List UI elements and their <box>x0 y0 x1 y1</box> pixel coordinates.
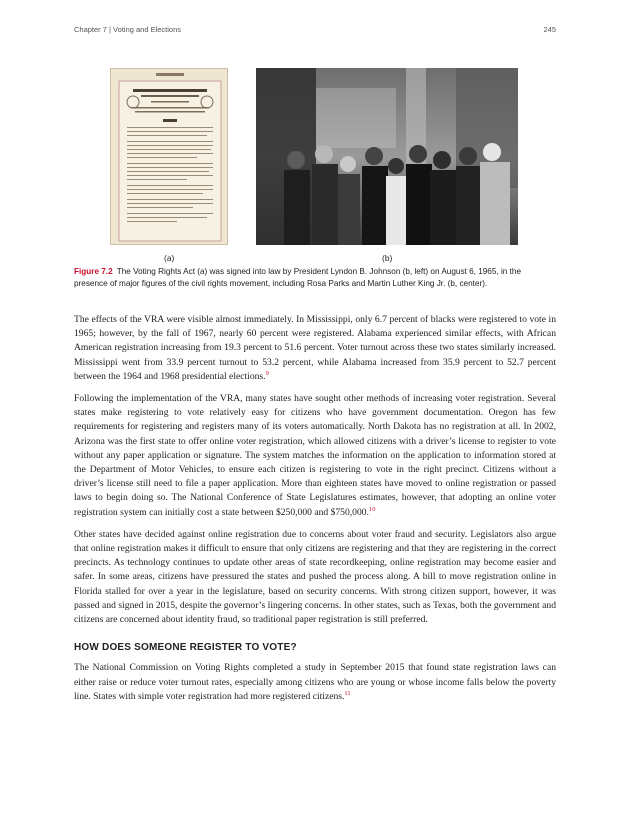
figure-caption-text: The Voting Rights Act (a) was signed into law by President Lyndon B. Johnson (b, left) on August 6, 1965, in the presence of major figures of the civil rights movement, including Rosa Parks and Martin Luther King Jr. (b, center). <box>74 267 521 288</box>
footnote-marker-10[interactable]: 10 <box>368 505 376 513</box>
signing-ceremony-photo <box>256 68 518 245</box>
footnote-marker-11[interactable]: 11 <box>344 689 351 697</box>
section-heading: HOW DOES SOMEONE REGISTER TO VOTE? <box>74 642 297 654</box>
page-number: 245 <box>543 25 556 34</box>
paragraph-text: Other states have decided against online registration due to concerns about voter fraud and security. Legislators also argue that online registration makes it difficult to ensure that only citizens are registering and that they are registering in the correct precincts. As technology continues to update other areas of state recordkeeping, online registration may become easier and safer. In some areas, citizens have pressured the states and pushed the process along. A bill to move registration online in Florida stalled for over a year in the legislature, based on security concerns. With strong citizen support, however, it was passed and signed in 2015, despite the governor’s lingering concerns. In other states, such as Texas, both the government and citizens are concerned about identity fraud, so traditional paper registration is still preferred. <box>74 528 556 626</box>
signing-ceremony-illustration <box>256 68 518 245</box>
figure-number: Figure 7.2 <box>74 267 113 276</box>
paragraph-2 <box>74 392 556 520</box>
paragraph-text: Following the implementation of the VRA, many states have sought other methods of increasing voter registration. Several states make registering to vote relatively easy for citizens who have government documentation. Oregon has few requirements for registering and registers many of its voters automatically. North Dakota has no registration at all. In 2002, Arizona was the first state to offer online voter registration, which allowed citizens with a driver’s license to register to vote without any paper application or signature. The system matches the information on the application to information stored at the Department of Motor Vehicles, to ensure each citizen is registering to vote in the right precinct. Citizens without a driver’s license still need to file a paper application. More than eighteen states have moved to online registration or passed laws to begin doing so. The National Conference of State Legislatures estimates, however, that adopting an online voter registration system can initially cost a state between $250,000 and $750,000. <box>74 393 556 518</box>
paragraph-3 <box>74 528 556 627</box>
running-header <box>74 25 556 34</box>
footnote-marker-9[interactable]: 9 <box>265 369 269 377</box>
figure-label-a: (a) <box>164 253 175 263</box>
figure-label-b: (b) <box>382 253 393 263</box>
figure-caption <box>74 266 538 289</box>
paragraph-text: The National Commission on Voting Rights completed a study in September 2015 that found state registration laws can either raise or reduce voter turnout rates, especially among citizens who are young or whose income falls below the poverty line. States with simple voter registration had more registered citizens. <box>74 662 556 702</box>
document-illustration <box>111 69 228 245</box>
body-text <box>74 313 556 712</box>
chapter-title: Chapter 7 | Voting and Elections <box>74 25 182 34</box>
paragraph-text: The effects of the VRA were visible almost immediately. In Mississippi, only 6.7 percent of blacks were registered to vote in 1965; however, by the fall of 1967, nearly 60 percent were registered. Alabama experienced similar effects, with African American registration increasing from 19.3 percent to 51.6 percent. Voter turnout across these two states similarly increased. Mississippi went from 33.9 percent turnout to 53.2 percent, while Alabama increased from 35.9 percent to 52.7 percent between the 1964 and 1968 presidential elections. <box>74 314 556 382</box>
voting-rights-act-document-image <box>110 68 228 245</box>
paragraph-1 <box>74 313 556 384</box>
paragraph-4 <box>74 661 556 704</box>
